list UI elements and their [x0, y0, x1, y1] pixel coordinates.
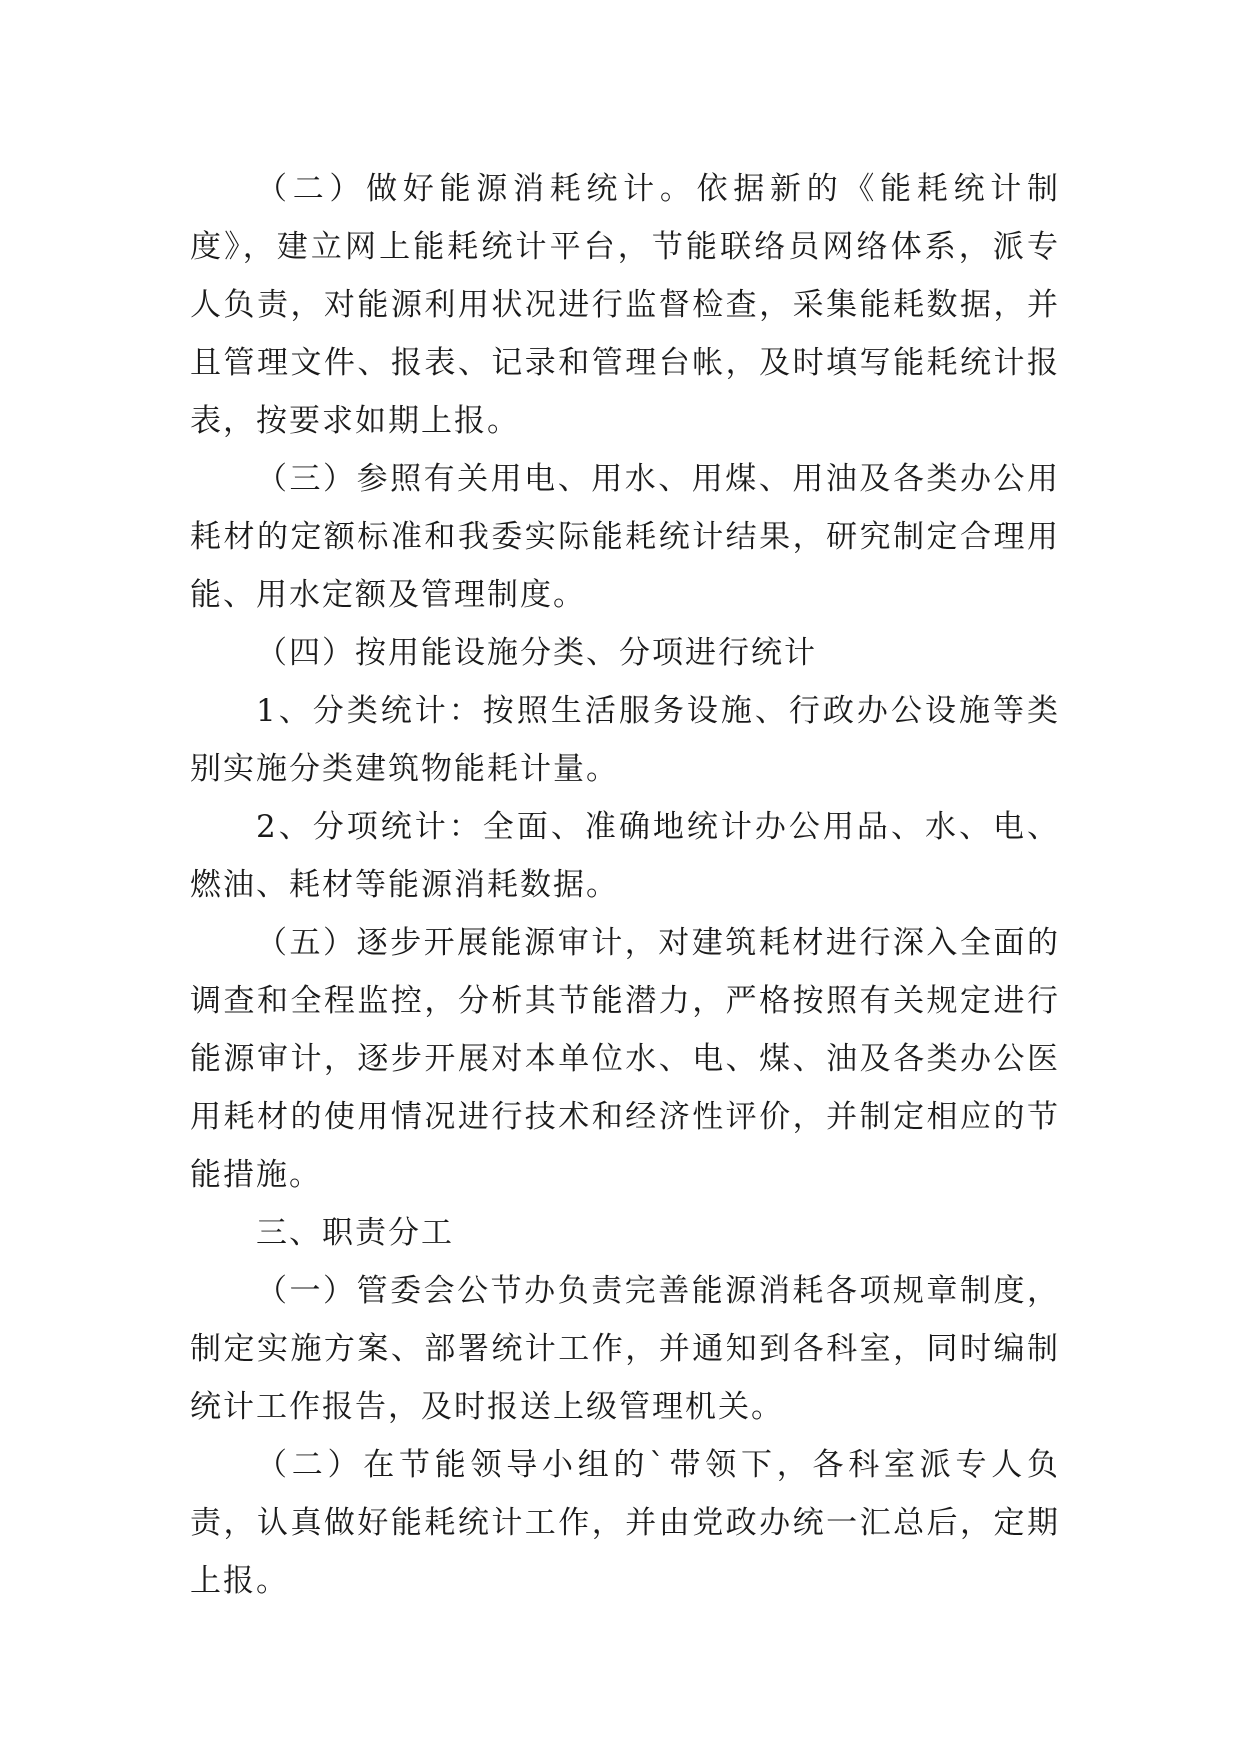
paragraph-management-committee: （一）管委会公节办负责完善能源消耗各项规章制度，制定实施方案、部署统计工作，并通知到各科室，同时编制统计工作报告，及时报送上级管理机关。	[190, 1273, 1060, 1425]
paragraph-leading-group: （二）在节能领导小组的`带领下，各科室派专人负责，认真做好能耗统计工作，并由党政办统一汇总后，定期上报。	[190, 1447, 1060, 1599]
paragraph-energy-statistics: （二）做好能源消耗统计。依据新的《能耗统计制度》，建立网上能耗统计平台，节能联络员网络体系，派专人负责，对能源利用状况进行监督检查，采集能耗数据，并且管理文件、报表、记录和管理台帐，及时填写能耗统计报表，按要求如期上报。	[190, 171, 1060, 439]
paragraph-category-statistics: 1、分类统计：按照生活服务设施、行政办公设施等类别实施分类建筑物能耗计量。	[190, 693, 1060, 787]
paragraph-quota-standards: （三）参照有关用电、用水、用煤、用油及各类办公用耗材的定额标准和我委实际能耗统计结果，研究制定合理用能、用水定额及管理制度。	[190, 461, 1060, 613]
document-body	[190, 160, 1060, 1610]
paragraph-energy-audit: （五）逐步开展能源审计，对建筑耗材进行深入全面的调查和全程监控，分析其节能潜力，严格按照有关规定进行能源审计，逐步开展对本单位水、电、煤、油及各类办公医用耗材的使用情况进行技术和经济性评价，并制定相应的节能措施。	[190, 925, 1060, 1193]
section-heading-responsibilities: 三、职责分工	[256, 1215, 454, 1251]
paragraph-itemized-statistics: 2、分项统计：全面、准确地统计办公用品、水、电、燃油、耗材等能源消耗数据。	[190, 809, 1060, 903]
paragraph-classified-statistics-heading: （四）按用能设施分类、分项进行统计	[256, 635, 817, 671]
